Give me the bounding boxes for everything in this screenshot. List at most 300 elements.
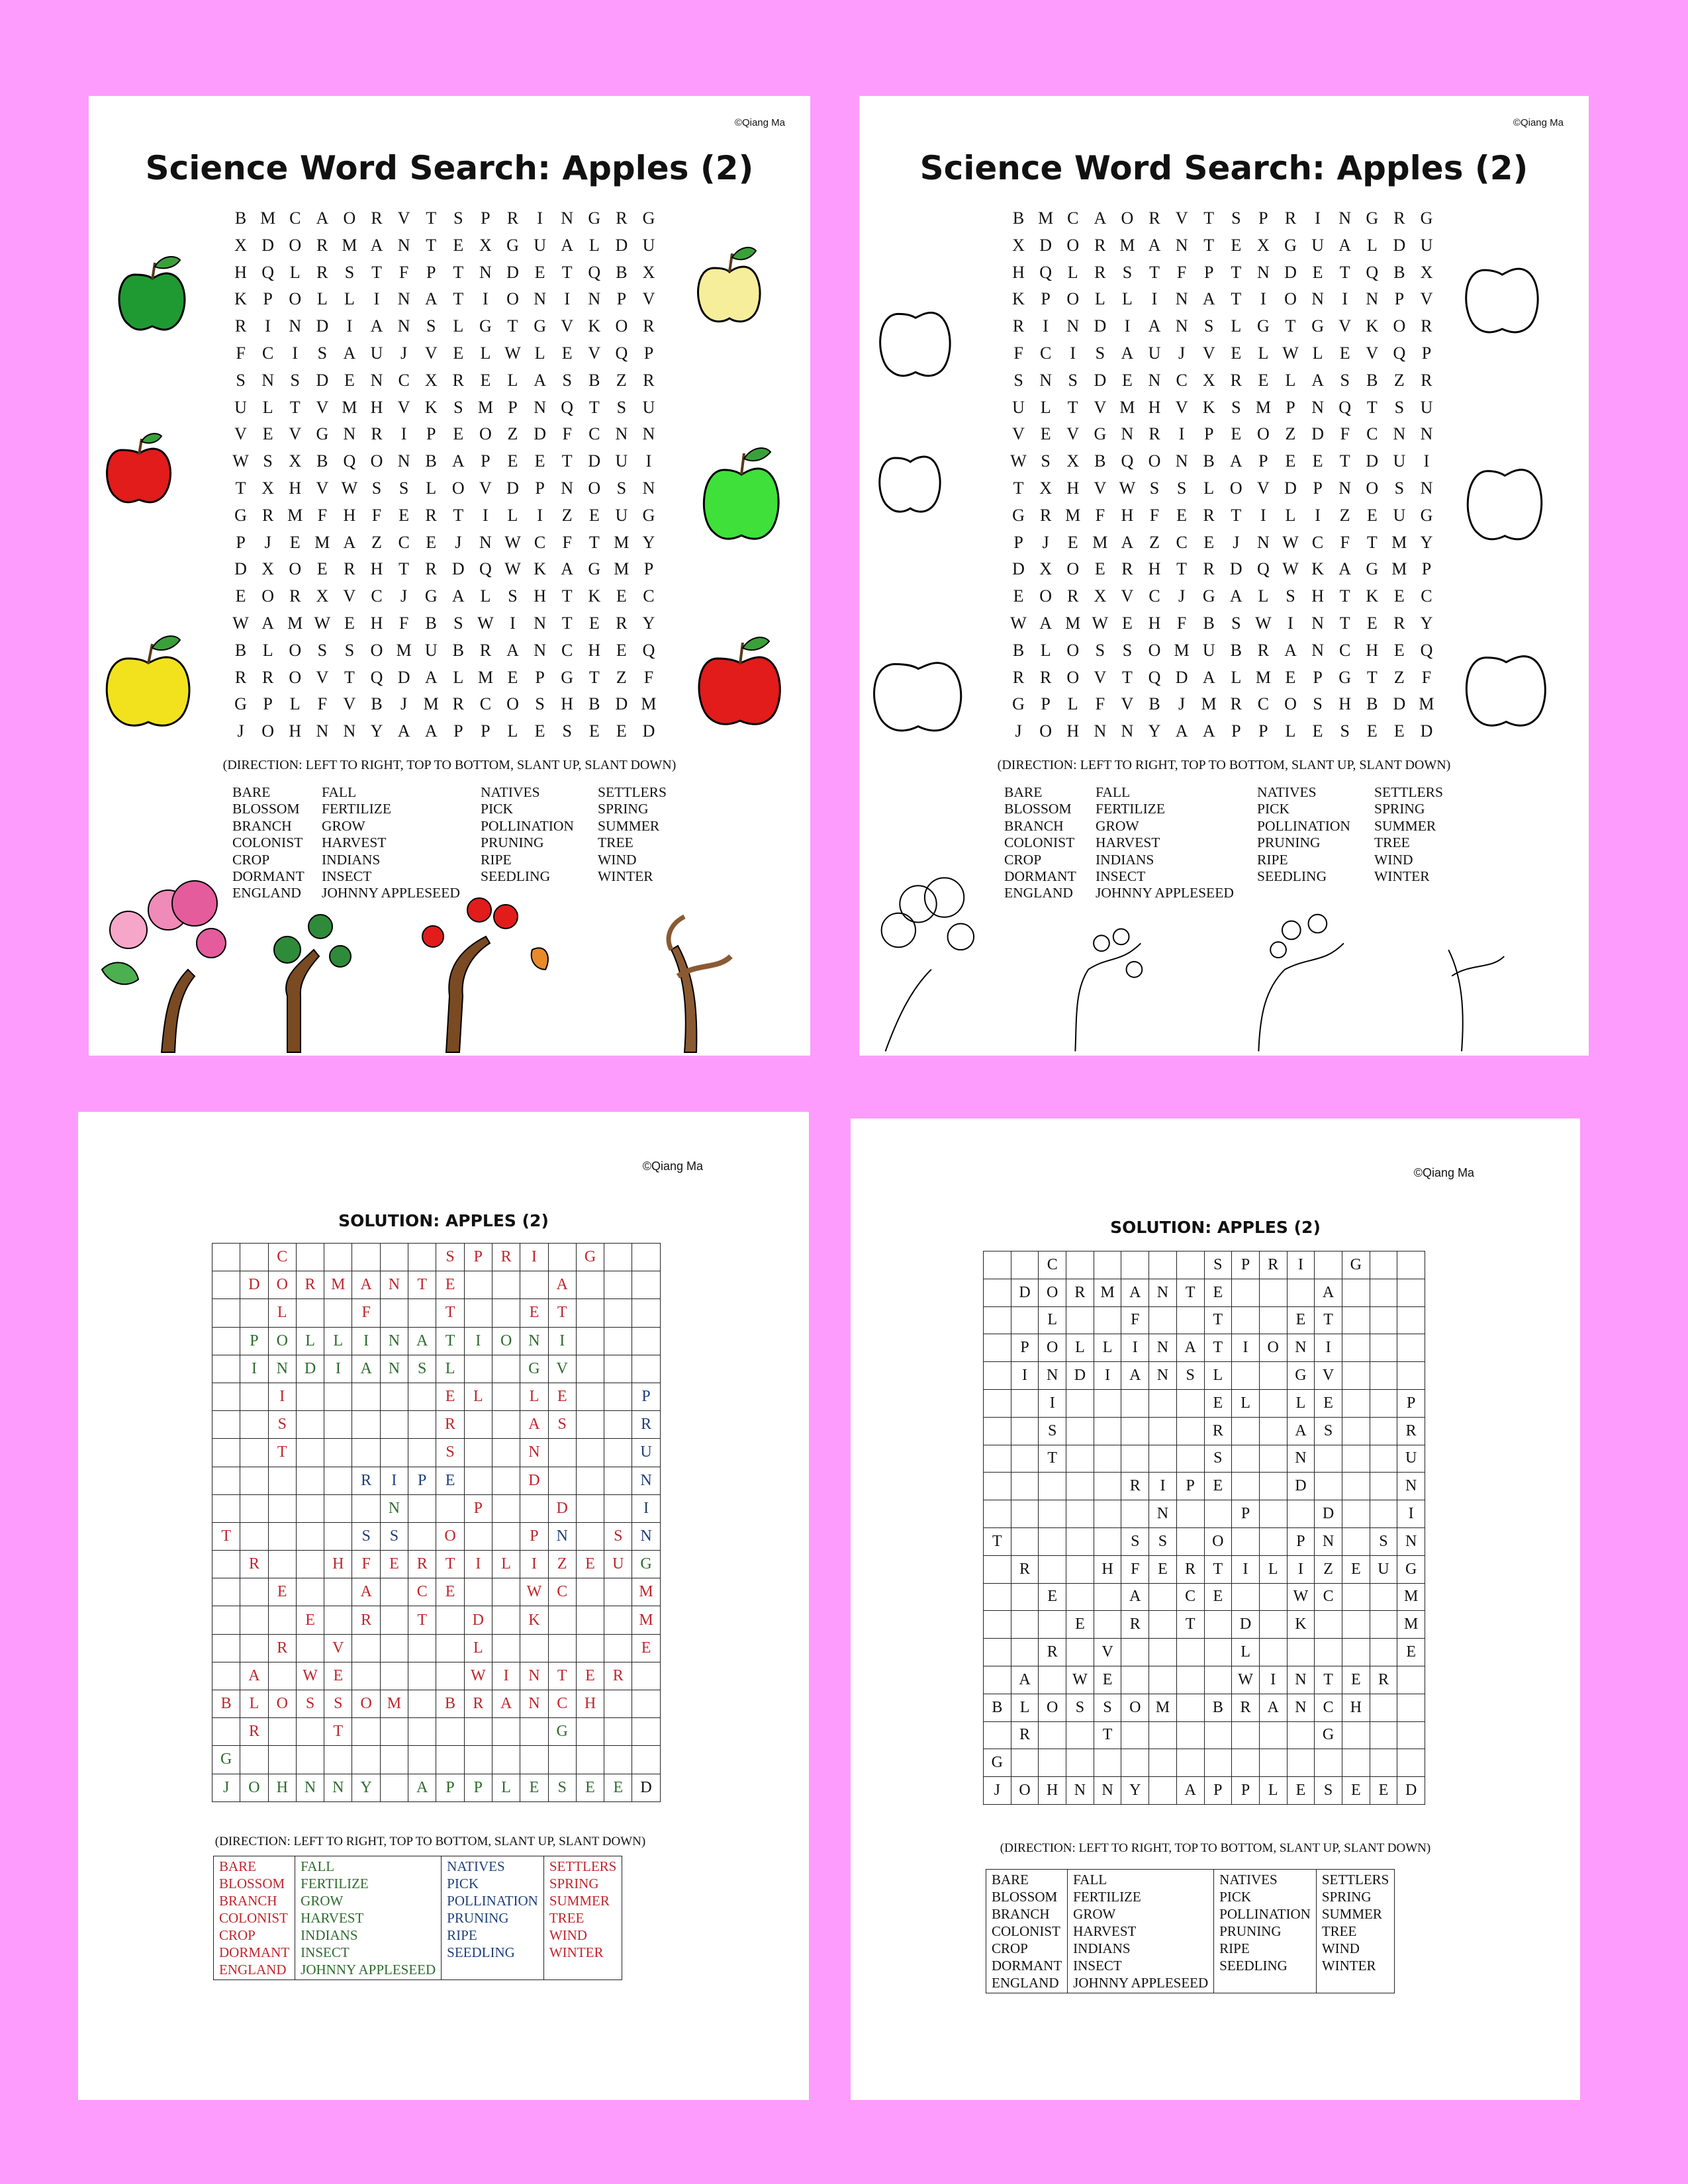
- grid-letter: D: [451, 559, 465, 579]
- word-list-item: POLLINATION: [1219, 1906, 1311, 1922]
- grid-letter: S: [1340, 721, 1350, 741]
- grid-letter: P: [1258, 721, 1268, 741]
- grid-letter: O: [588, 478, 601, 498]
- solution-cell: [984, 1666, 1011, 1694]
- grid-letter: N: [479, 532, 492, 552]
- solution-cell: [1342, 1362, 1370, 1390]
- solution-cell: [492, 1578, 520, 1606]
- solution-cell: [1149, 1721, 1177, 1749]
- grid-letter: A: [1121, 343, 1134, 363]
- grid-letter: A: [1338, 235, 1352, 255]
- grid-letter: A: [370, 235, 383, 255]
- solution-cell: [1176, 1251, 1204, 1279]
- grid-letter: L: [453, 316, 464, 336]
- grid-letter: X: [289, 451, 302, 471]
- solution-cell: O: [436, 1522, 464, 1550]
- solution-cell: P: [436, 1774, 464, 1801]
- grid-letter: V: [561, 316, 574, 336]
- solution-grid: [983, 1251, 1425, 1805]
- solution-cell: I: [380, 1467, 408, 1494]
- grid-letter: K: [1366, 586, 1379, 606]
- grid-letter: E: [1366, 721, 1378, 741]
- grid-letter: U: [1420, 397, 1433, 417]
- grid-letter: W: [232, 613, 249, 633]
- grid-letter: V: [316, 478, 329, 498]
- solution-cell: [464, 1439, 492, 1467]
- grid-letter: N: [1094, 721, 1107, 741]
- grid-letter: D: [1284, 262, 1297, 282]
- word-list-item: JOHNNY APPLESEED: [322, 885, 460, 901]
- grid-row: [1005, 721, 1440, 749]
- grid-letter: E: [262, 424, 273, 444]
- grid-letter: A: [1202, 667, 1215, 687]
- grid-row: [1005, 316, 1440, 343]
- solution-cell: [576, 1411, 604, 1439]
- word-list-item: CROP: [219, 1927, 256, 1943]
- solution-cell: A: [492, 1690, 520, 1718]
- grid-letter: L: [1067, 694, 1078, 714]
- solution-row: [212, 1690, 661, 1718]
- grid-letter: M: [423, 694, 439, 714]
- solution-cell: [352, 1662, 380, 1690]
- grid-letter: L: [507, 721, 518, 741]
- solution-cell: [1370, 1721, 1397, 1749]
- grid-letter: U: [424, 640, 438, 660]
- grid-letter: D: [506, 262, 519, 282]
- grid-letter: E: [1366, 505, 1378, 525]
- grid-letter: S: [371, 478, 382, 498]
- grid-letter: S: [1095, 343, 1105, 363]
- solution-cell: E: [1066, 1611, 1094, 1639]
- word-list-item: INDIANS: [322, 851, 381, 868]
- grid-letter: F: [562, 532, 572, 552]
- grid-letter: D: [1284, 478, 1297, 498]
- word-list-item: ENGLAND: [219, 1962, 287, 1978]
- solution-cell: [492, 1439, 520, 1467]
- grid-letter: T: [371, 262, 382, 282]
- green-apple-icon: [704, 448, 778, 539]
- solution-cell: [1342, 1500, 1370, 1528]
- solution-cell: [576, 1467, 604, 1494]
- grid-letter: F: [1149, 505, 1160, 525]
- solution-cell: N: [1315, 1527, 1342, 1555]
- solution-cell: [436, 1494, 464, 1522]
- solution-cell: E: [436, 1578, 464, 1606]
- solution-cell: [1149, 1306, 1177, 1334]
- grid-letter: R: [452, 370, 464, 390]
- solution-cell: N: [1287, 1694, 1315, 1721]
- solution-cell: [1287, 1749, 1315, 1777]
- solution-cell: [212, 1578, 240, 1606]
- grid-row: [1005, 533, 1440, 560]
- grid-letter: L: [1312, 343, 1323, 363]
- solution-row: [984, 1611, 1425, 1639]
- solution-cell: [604, 1718, 632, 1746]
- solution-cell: E: [1149, 1555, 1177, 1583]
- solution-cell: E: [436, 1383, 464, 1410]
- grid-letter: S: [344, 262, 355, 282]
- solution-cell: [1287, 1639, 1315, 1666]
- grid-letter: F: [1176, 262, 1187, 282]
- grid-letter: N: [1311, 640, 1324, 660]
- solution-cell: [1176, 1417, 1204, 1445]
- grid-letter: G: [534, 316, 546, 336]
- solution-row: [984, 1749, 1425, 1777]
- grid-letter: P: [426, 424, 436, 444]
- grid-letter: V: [1121, 694, 1134, 714]
- solution-cell: [380, 1746, 408, 1774]
- grid-letter: U: [1393, 451, 1406, 471]
- solution-cell: [1066, 1639, 1094, 1666]
- solution-cell: [464, 1355, 492, 1383]
- solution-title: SOLUTION: APPLES (2): [1110, 1218, 1321, 1237]
- word-list-item: CROP: [1004, 851, 1042, 868]
- grid-letter: X: [1066, 451, 1080, 471]
- grid-letter: O: [289, 235, 302, 255]
- solution-cell: L: [324, 1327, 352, 1355]
- solution-cell: [1011, 1251, 1039, 1279]
- grid-letter: R: [1257, 640, 1270, 660]
- word-list-item: DORMANT: [992, 1958, 1062, 1974]
- grid-letter: C: [588, 424, 600, 444]
- grid-letter: G: [1338, 667, 1352, 687]
- apple-tree-outline-icon: [1075, 929, 1142, 1052]
- solution-cell: [464, 1578, 492, 1606]
- solution-cell: [324, 1383, 352, 1410]
- word-list-item: SEEDLING: [481, 868, 551, 885]
- grid-letter: H: [588, 640, 601, 660]
- solution-cell: [380, 1718, 408, 1746]
- grid-letter: A: [424, 667, 438, 687]
- grid-letter: V: [1338, 316, 1352, 336]
- grid-letter: O: [1066, 559, 1080, 579]
- solution-row: [212, 1578, 661, 1606]
- solution-cell: [408, 1522, 436, 1550]
- grid-letter: L: [262, 640, 273, 660]
- solution-cell: R: [268, 1634, 296, 1662]
- grid-letter: T: [1231, 262, 1242, 282]
- grid-letter: W: [1010, 451, 1027, 471]
- solution-cell: [520, 1494, 548, 1522]
- solution-cell: E: [1315, 1389, 1342, 1417]
- solution-cell: P: [632, 1383, 660, 1410]
- grid-letter: O: [479, 424, 492, 444]
- grid-letter: O: [370, 451, 383, 471]
- grid-letter: L: [316, 289, 328, 309]
- solution-cell: N: [1094, 1777, 1121, 1805]
- solution-cell: [1094, 1389, 1121, 1417]
- solution-cell: [1176, 1445, 1204, 1473]
- grid-letter: N: [534, 613, 546, 633]
- solution-cell: U: [1397, 1445, 1425, 1473]
- grid-letter: P: [535, 667, 545, 687]
- grid-letter: L: [289, 694, 301, 714]
- grid-letter: X: [1420, 262, 1433, 282]
- grid-letter: S: [508, 586, 518, 606]
- grid-letter: B: [1094, 451, 1106, 471]
- solution-cell: I: [1287, 1251, 1315, 1279]
- solution-cell: [212, 1467, 240, 1494]
- solution-cell: [1121, 1251, 1149, 1279]
- solution-cell: [1397, 1721, 1425, 1749]
- solution-cell: [492, 1494, 520, 1522]
- word-list-item: NATIVES: [1219, 1872, 1278, 1888]
- grid-letter: M: [1174, 640, 1190, 660]
- word-table-column: [1068, 1870, 1214, 1993]
- grid-letter: C: [1311, 532, 1324, 552]
- grid-letter: E: [1067, 532, 1078, 552]
- grid-letter: G: [1012, 505, 1025, 525]
- solution-cell: E: [1039, 1583, 1066, 1611]
- grid-letter: U: [1420, 235, 1433, 255]
- grid-row: [1005, 641, 1440, 668]
- solution-cell: [1204, 1611, 1232, 1639]
- grid-letter: M: [614, 532, 630, 552]
- solution-cell: [268, 1746, 296, 1774]
- solution-cell: O: [268, 1690, 296, 1718]
- solution-cell: [984, 1500, 1011, 1528]
- solution-cell: [436, 1718, 464, 1746]
- grid-letter: E: [1339, 343, 1350, 363]
- solution-cell: T: [408, 1271, 436, 1299]
- solution-cell: [380, 1411, 408, 1439]
- grid-row: [227, 343, 663, 371]
- grid-letter: B: [371, 694, 383, 714]
- grid-letter: D: [615, 694, 628, 714]
- grid-letter: N: [1311, 613, 1324, 633]
- word-list-item: NATIVES: [481, 784, 540, 800]
- grid-row: [1005, 208, 1440, 236]
- grid-letter: H: [289, 721, 302, 741]
- grid-letter: T: [453, 505, 464, 525]
- grid-letter: N: [316, 721, 329, 741]
- grid-letter: T: [1339, 262, 1350, 282]
- grid-row: [227, 559, 663, 586]
- word-list-item: SEEDLING: [1257, 868, 1327, 885]
- grid-letter: R: [371, 424, 383, 444]
- solution-cell: S: [1176, 1362, 1204, 1390]
- grid-letter: L: [1040, 640, 1051, 660]
- solution-cell: [1149, 1777, 1177, 1805]
- grid-letter: B: [1012, 640, 1025, 660]
- word-list-item: WINTER: [1321, 1958, 1376, 1974]
- solution-cell: [436, 1606, 464, 1634]
- grid-letter: E: [588, 721, 600, 741]
- grid-letter: T: [1366, 397, 1378, 417]
- solution-row: [984, 1389, 1425, 1417]
- solution-cell: [1121, 1666, 1149, 1694]
- grid-letter: G: [1420, 505, 1433, 525]
- grid-letter: B: [234, 208, 247, 228]
- word-list-item: FERTILIZE: [301, 1876, 369, 1891]
- solution-cell: G: [520, 1355, 548, 1383]
- solution-cell: [1259, 1749, 1287, 1777]
- word-list-item: JOHNNY APPLESEED: [1073, 1975, 1209, 1991]
- grid-letter: F: [1340, 532, 1350, 552]
- grid-letter: T: [1203, 235, 1215, 255]
- solution-cell: [548, 1634, 576, 1662]
- word-list-item: BLOSSOM: [232, 801, 300, 817]
- solution-cell: O: [1259, 1334, 1287, 1362]
- grid-letter: W: [1282, 532, 1299, 552]
- solution-cell: [240, 1467, 268, 1494]
- grid-letter: O: [289, 559, 302, 579]
- word-list-item: COLONIST: [219, 1910, 288, 1926]
- solution-cell: [212, 1299, 240, 1327]
- solution-cell: [604, 1299, 632, 1327]
- grid-letter: T: [1366, 532, 1378, 552]
- solution-cell: I: [1315, 1334, 1342, 1362]
- grid-letter: V: [397, 208, 410, 228]
- solution-cell: [1149, 1417, 1177, 1445]
- solution-cell: N: [1149, 1279, 1177, 1306]
- grid-letter: S: [1313, 694, 1323, 714]
- grid-letter: C: [1339, 640, 1351, 660]
- solution-cell: N: [1397, 1527, 1425, 1555]
- grid-letter: V: [289, 424, 302, 444]
- copyright: ©Qiang Ma: [734, 117, 785, 128]
- grid-letter: V: [1175, 208, 1188, 228]
- word-list-item: SEEDLING: [447, 1944, 515, 1960]
- grid-letter: R: [1284, 208, 1297, 228]
- solution-cell: R: [1039, 1639, 1066, 1666]
- word-list-item: BLOSSOM: [992, 1889, 1058, 1905]
- solution-cell: [212, 1662, 240, 1690]
- grid-letter: M: [1065, 613, 1081, 633]
- grid-row: [227, 506, 663, 533]
- solution-cell: [1094, 1417, 1121, 1445]
- grid-letter: I: [564, 289, 570, 309]
- word-list-item: DORMANT: [1004, 868, 1076, 885]
- solution-cell: I: [268, 1383, 296, 1410]
- grid-letter: Z: [507, 424, 518, 444]
- solution-cell: [240, 1244, 268, 1271]
- word-list-item: SETTLERS: [549, 1858, 617, 1874]
- grid-letter: N: [534, 289, 546, 309]
- grid-letter: N: [1175, 316, 1188, 336]
- solution-cell: [1039, 1666, 1066, 1694]
- grid-row: [227, 236, 663, 263]
- word-list-item: SETTLERS: [1321, 1872, 1389, 1888]
- solution-row: [212, 1746, 661, 1774]
- solution-cell: [240, 1299, 268, 1327]
- solution-cell: [1121, 1721, 1149, 1749]
- solution-cell: [268, 1522, 296, 1550]
- grid-letter: R: [1149, 208, 1160, 228]
- solution-cell: [240, 1578, 268, 1606]
- grid-letter: E: [1231, 235, 1242, 255]
- solution-cell: V: [1094, 1639, 1121, 1666]
- solution-cell: Y: [352, 1774, 380, 1801]
- grid-letter: B: [425, 613, 437, 633]
- solution-cell: R: [464, 1690, 492, 1718]
- solution-row: [212, 1299, 661, 1327]
- grid-letter: N: [1338, 208, 1352, 228]
- grid-letter: C: [371, 586, 383, 606]
- solution-row: [212, 1718, 661, 1746]
- solution-cell: O: [1039, 1279, 1066, 1306]
- solution-cell: [1342, 1527, 1370, 1555]
- solution-cell: [408, 1494, 436, 1522]
- grid-letter: R: [452, 694, 464, 714]
- grid-letter: R: [479, 640, 492, 660]
- solution-cell: A: [352, 1271, 380, 1299]
- solution-cell: [212, 1634, 240, 1662]
- grid-letter: G: [1420, 208, 1433, 228]
- page-title: Science Word Search: Apples (2): [145, 149, 754, 187]
- solution-cell: [1121, 1749, 1149, 1777]
- grid-letter: E: [1312, 262, 1323, 282]
- word-list-item: PICK: [1257, 801, 1289, 817]
- solution-cell: E: [296, 1606, 324, 1634]
- grid-letter: I: [483, 289, 489, 309]
- solution-cell: [436, 1662, 464, 1690]
- grid-letter: T: [453, 289, 464, 309]
- solution-row: [212, 1662, 661, 1690]
- word-list-item: ENGLAND: [232, 885, 301, 901]
- solution-cell: L: [1066, 1334, 1094, 1362]
- grid-letter: C: [1257, 694, 1270, 714]
- solution-cell: W: [1066, 1666, 1094, 1694]
- word-list-item: PRUNING: [1219, 1923, 1282, 1939]
- grid-letter: I: [1260, 505, 1266, 525]
- solution-cell: T: [1094, 1721, 1121, 1749]
- solution-cell: [632, 1327, 660, 1355]
- grid-letter: R: [1039, 505, 1052, 525]
- word-list-item: BLOSSOM: [1004, 801, 1072, 817]
- grid-letter: R: [506, 208, 519, 228]
- grid-letter: C: [1039, 343, 1052, 363]
- solution-cell: [604, 1327, 632, 1355]
- solution-cell: [408, 1662, 436, 1690]
- grid-letter: S: [1231, 613, 1241, 633]
- solution-cell: [212, 1551, 240, 1578]
- solution-cell: [548, 1467, 576, 1494]
- grid-letter: S: [1231, 397, 1241, 417]
- solution-cell: [436, 1634, 464, 1662]
- solution-cell: F: [1121, 1306, 1149, 1334]
- grid-letter: I: [346, 316, 353, 336]
- solution-cell: [296, 1634, 324, 1662]
- solution-cell: I: [492, 1662, 520, 1690]
- grid-letter: V: [1094, 667, 1107, 687]
- grid-letter: A: [1229, 586, 1243, 606]
- solution-row: [212, 1522, 661, 1550]
- word-list-item: RIPE: [447, 1927, 477, 1943]
- grid-letter: P: [1203, 262, 1214, 282]
- grid-letter: Q: [1039, 262, 1053, 282]
- solution-cell: [984, 1417, 1011, 1445]
- grid-letter: U: [615, 505, 628, 525]
- grid-letter: E: [534, 721, 545, 741]
- solution-cell: O: [1204, 1527, 1232, 1555]
- solution-cell: [1259, 1279, 1287, 1306]
- grid-letter: A: [316, 208, 329, 228]
- solution-cell: [1232, 1749, 1260, 1777]
- word-list-item: BRANCH: [992, 1906, 1050, 1922]
- grid-letter: K: [534, 559, 546, 579]
- solution-cell: [1176, 1666, 1204, 1694]
- grid-letter: A: [506, 640, 519, 660]
- grid-letter: C: [1176, 370, 1188, 390]
- solution-cell: [1315, 1611, 1342, 1639]
- solution-cell: [324, 1578, 352, 1606]
- word-list-item: WIND: [549, 1927, 587, 1943]
- grid-letter: B: [588, 370, 600, 390]
- grid-letter: V: [1202, 343, 1215, 363]
- grid-letter: T: [1285, 316, 1296, 336]
- grid-letter: R: [1094, 235, 1106, 255]
